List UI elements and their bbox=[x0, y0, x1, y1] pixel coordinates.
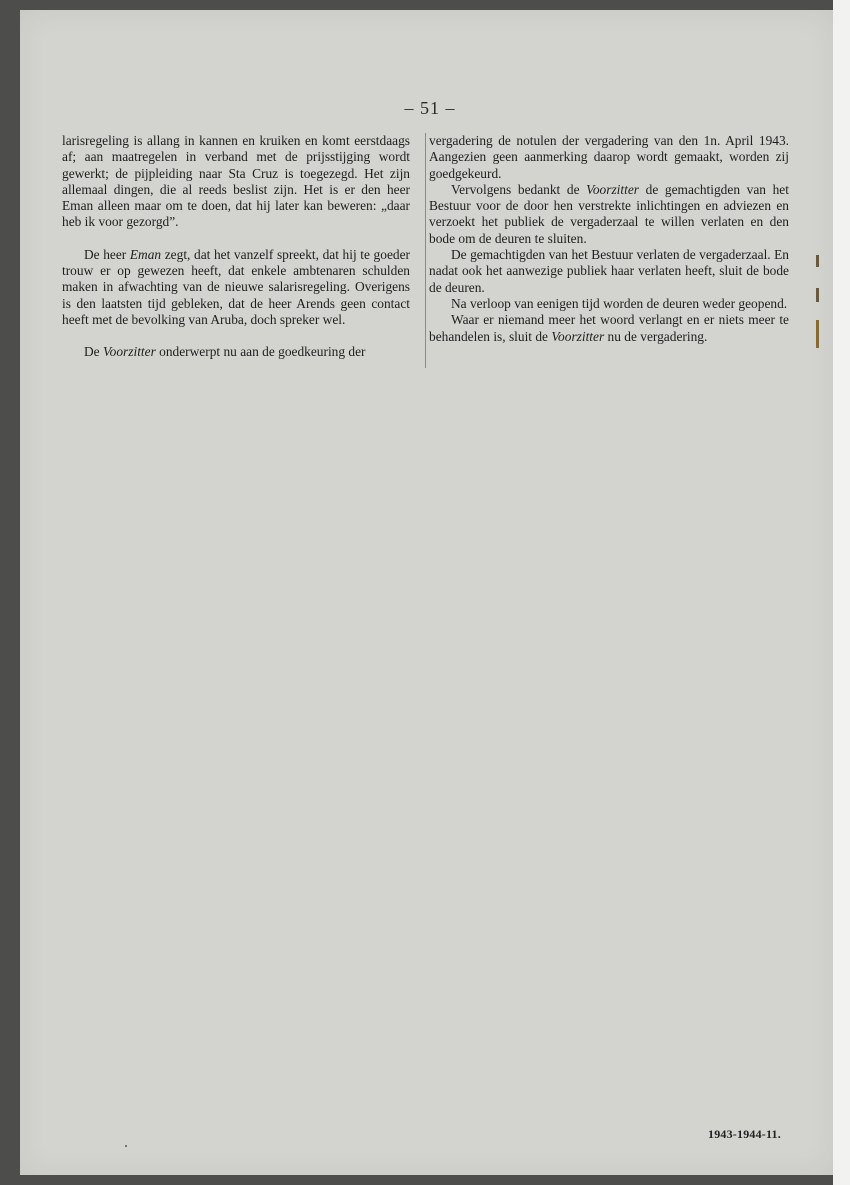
column-divider bbox=[425, 133, 426, 368]
right-column bbox=[429, 133, 789, 345]
margin-pencil-mark bbox=[816, 320, 819, 348]
right-paragraph-2: Vervolgens bedankt de Voorzitter de gemachtigden van het Bestuur voor de door hen verstrekte inlichtingen en adviezen en verzoekt het publiek de vergaderzaal te willen verlaten en den bode om de deuren te sluiten. bbox=[429, 181, 789, 246]
left-paragraph-3: De Voorzitter onderwerpt nu aan de goedkeuring der bbox=[84, 344, 366, 360]
margin-pencil-mark bbox=[816, 288, 819, 302]
page-number: – 51 – bbox=[404, 98, 456, 118]
left-column bbox=[62, 133, 410, 361]
speaker-name: Voorzitter bbox=[551, 328, 605, 344]
right-paragraph-5: Waar er niemand meer het woord verlangt en er niets meer te behandelen is, sluit de Voorzitter nu de vergadering. bbox=[429, 312, 789, 344]
document-page bbox=[20, 10, 833, 1175]
left-paragraph-1: larisregeling is allang in kannen en kruiken en komt eerstdaags af; aan maatregelen in verband met de prijsstijging wordt gewerkt; de pijpleiding naar Sta Cruz is toegezegd. Het zijn allemaal dingen, die al reeds beslist zijn. Het is er den heer Eman alleen maar om te doen, dat hij later kan beweren: „daar heb ik voor gezorgd”. bbox=[62, 133, 410, 230]
scan-edge bbox=[833, 0, 850, 1185]
right-paragraph-3: De gemachtigden van het Bestuur verlaten de vergaderzaal. En nadat ook het aanwezige publiek haar verlaten heeft, sluit de bode de deuren. bbox=[429, 247, 789, 295]
left-paragraph-2: De heer Eman zegt, dat het vanzelf spreekt, dat hij te goeder trouw er op gewezen heeft, dat enkele ambtenaren schulden maken in afwachting van de nieuwe salarisregeling. Overigens is den laatsten tijd gebleken, dat de heer Arends geen contact heeft met de bevolking van Aruba, doch spreker wel. bbox=[62, 246, 410, 327]
right-paragraph-4: Na verloop van eenigen tijd worden de deuren weder geopend. bbox=[451, 295, 788, 311]
margin-pencil-mark bbox=[816, 255, 819, 267]
speaker-name: Eman bbox=[129, 246, 162, 262]
speaker-name: Voorzitter bbox=[586, 181, 639, 197]
speaker-name: Voorzitter bbox=[102, 344, 156, 360]
right-paragraph-1: vergadering de notulen der vergadering van den 1n. April 1943. Aangezien geen aanmerking daarop wordt gemaakt, worden zij goedgekeurd. bbox=[429, 133, 789, 181]
scan-speck bbox=[125, 1145, 127, 1147]
footer-code: 1943-1944-11. bbox=[708, 1127, 781, 1141]
